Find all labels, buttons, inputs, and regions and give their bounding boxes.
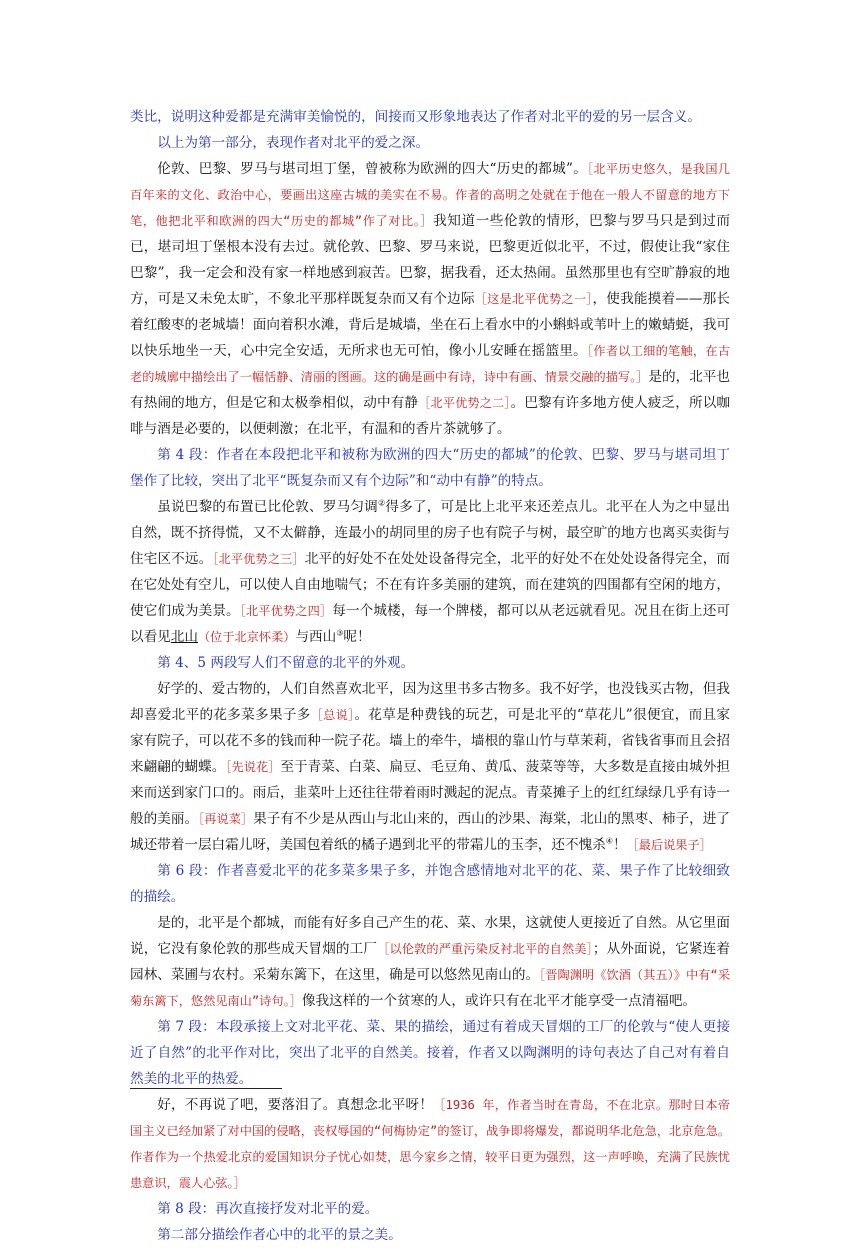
footnote-ref[interactable]: ③ [336,628,344,638]
red-annotation: ［1936 年，作者当时在青岛，不在北京。那时日本帝国主义已经加紧了对中国的侵略，丧权辱国的“何梅协定”的签订，战争即将爆发，都说明华北危急，北京危急。作者作为一个热爱北京的爱国知识分子忧心如焚，思今家乡之情，较平日更为强烈，这一声呼唤，充满了民族忧患意识，震人心弦。］ [130,1098,731,1190]
body-text: ！ [612,837,627,853]
part-two-summary [130,1222,730,1248]
body-text: 。花草是种费钱的玩艺，可是北平的“草花儿”很便宜，而且家家有院子，可以花不多的钱而种一院子花。墙上的牵牛，墙根的靠山竹与草茉莉，省钱省事而且会招来翩翩的蝴蝶。 [130,707,731,775]
red-annotation: ［北平优势之二］ [418,396,511,410]
red-annotation: ［再说菜］ [198,812,254,826]
analysis-text: 第 6 段：作者喜爱北平的花多菜多果子多，并饱含感情地对北平的花、菜、果子作了比较细致的描绘。 [130,863,730,905]
body-para-6 [130,676,730,858]
body-text: 每一个城楼，每一个牌楼，都可以从老远就看见。况且在街上还可以看见 [130,603,731,645]
body-text: 像我这样的一个贫寒的人，或许只有在北平才能享受一点清福吧。 [301,993,697,1009]
body-text: 是的，北平是个都城，而能有好多自己产生的花、菜、水果，这就使人更接近了自然。从它里面说，它没有象伦敦的那些成天冒烟的工厂 [130,915,730,957]
summary-text: 第二部分描绘作者心中的北平的景之美。 [157,1227,402,1243]
body-text: ，使我能摸着——那长着红酸枣的老城墙！面向着积水滩，背后是城墙，坐在石上看水中的小蝌蚪或苇叶上的嫩蜻蜓，我可以快乐地坐一天，心中完全安适，无所求也无可怕，像小儿安睡在摇篮里。 [130,291,731,359]
red-annotation: ［作者以工细的笔触，在古老的城廓中描绘出了一幅恬静、清丽的图画。这的确是画中有诗，诗中有画、情景交融的描写。］ [130,344,730,384]
underlined-term: 北山 [170,629,198,645]
analysis-para-4 [130,442,730,494]
body-text: 北平的好处不在处处设备得完全，北平的好处不在处处设备得完全，而在它处处有空儿，可以使人自由地喘气；不在有许多美丽的建筑，而在建筑的四围都有空闲的地方，使它们成为美景。 [130,551,731,619]
body-para-5 [130,494,730,650]
analysis-para-6 [130,858,730,910]
footnote-ref[interactable]: ④ [605,836,613,846]
body-text: 是的，北平也有热闹的地方，但是它和太极拳相似，动中有静 [130,369,731,411]
summary-text: 以上为第一部分，表现作者对北平的爱之深。 [157,135,430,151]
body-text: 至于青菜、白菜、扁豆、毛豆角、黄瓜、菠菜等等，大多数是直接由城外担来而送到家门口的。雨后，韭菜叶上还往往带着雨时溅起的泥点。青菜摊子上的红红绿绿几乎有诗一般的美丽。 [130,759,731,827]
analysis-text: 第 4 段：作者在本段把北平和被称为欧洲的四大“历史的都城”的伦敦、巴黎、罗马与堪司坦丁堡作了比较，突出了北平“既复杂而又有个边际”和“动中有静”的特点。 [130,447,730,489]
analysis-para-7 [130,1014,730,1092]
body-para-8 [130,1092,730,1196]
footnote-divider [130,1088,282,1089]
body-para-7 [130,910,730,1014]
analysis-para-4-5 [130,650,730,676]
analysis-text: 第 8 段：再次直接抒发对北平的爱。 [157,1201,379,1217]
body-text: 虽说巴黎的布置已比伦敦、罗马匀调 [157,499,378,515]
body-text: ；从外面说，它紧连着园林、菜圃与农村。采菊东篱下，在这里，确是可以悠然见南山的。 [130,941,730,983]
part-one-summary [130,130,730,156]
analysis-para-8 [130,1196,730,1222]
red-annotation: ［北平优势之四］ [239,604,333,618]
body-para-4 [130,156,730,442]
red-annotation: ［晋陶渊明《饮酒（其五）》中有“采菊东篱下，悠然见南山”诗句。］ [130,968,731,1008]
footnote-ref[interactable]: ② [377,498,386,508]
analysis-para-continued [130,104,730,130]
red-annotation: ［北平历史悠久，是我国几百年来的文化、政治中心，要画出这座古城的美实在不易。作者的高明之处就在于他在一般人不留意的地方下笔，他把北平和欧洲的四大“历史的都城”作了对比。］ [130,162,730,228]
body-text: 我知道一些伦敦的情形，巴黎与罗马只是到过而已，堪司坦丁堡根本没有去过。就伦敦、巴黎、罗马来说，巴黎更近似北平，不过，假使让我“家住巴黎”，我一定会和没有家一样地感到寂苦。巴黎，据我看，还太热闹。虽然那里也有空旷静寂的地方，可是又未免太旷，不象北平那样既复杂而又有个边际 [130,213,731,307]
analysis-text: 第 7 段：本段承接上文对北平花、菜、果的描绘，通过有着成天冒烟的工厂的伦敦与“使人更接近了自然”的北平作对比，突出了北平的自然美。接着，作者又以陶渊明的诗句表达了自己对有着自然美的北平的热爱。 [130,1019,730,1087]
body-text: 好学的、爱古物的，人们自然喜欢北平，因为这里书多古物多。我不好学，也没钱买古物，但我却喜爱北平的花多菜多果子多 [130,681,730,723]
red-annotation: ［北平优势之三］ [212,552,305,566]
body-text: 果子有不少是从西山与北山来的，西山的沙果、海棠，北山的黑枣、柿子，进了城还带着一层白霜儿呀，美国包着纸的橘子遇到北平的带霜儿的玉李，还不愧杀 [130,811,731,853]
body-text: 。巴黎有许多地方使人疲乏，所以咖啡与酒是必要的，以便刺激；在北平，有温和的香片茶就够了。 [130,395,731,437]
red-annotation: ［这是北平优势之一］ [474,292,593,306]
red-annotation: （位于北京怀柔） [197,630,296,644]
body-text: 呢！ [343,629,371,645]
document-page [130,104,730,1248]
body-text: 与西山 [295,629,337,645]
red-annotation: ［以伦敦的严重污染反衬北平的自然美］ [377,942,593,956]
analysis-text: 第 4、5 两段写人们不留意的北平的外观。 [157,655,415,671]
body-text: 得多了，可是比上北平来还差点儿。北平在人为之中显出自然，既不挤得慌，又不太僻静，连最小的胡同里的房子也有院子与树，最空旷的地方也离买卖街与住宅区不远。 [130,499,731,567]
analysis-text: 类比，说明这种爱都是充满审美愉悦的，间接而又形象地表达了作者对北平的爱的另一层含义。 [130,109,701,125]
body-text: 好，不再说了吧，要落泪了。真想念北平呀！ [157,1097,434,1113]
red-annotation: ［先说花］ [225,760,281,774]
body-text: 伦敦、巴黎、罗马与堪司坦丁堡，曾被称为欧洲的四大“历史的都城”。 [157,161,588,177]
red-annotation: ［总说］ [310,708,355,722]
red-annotation: ［最后说果子］ [626,838,712,852]
